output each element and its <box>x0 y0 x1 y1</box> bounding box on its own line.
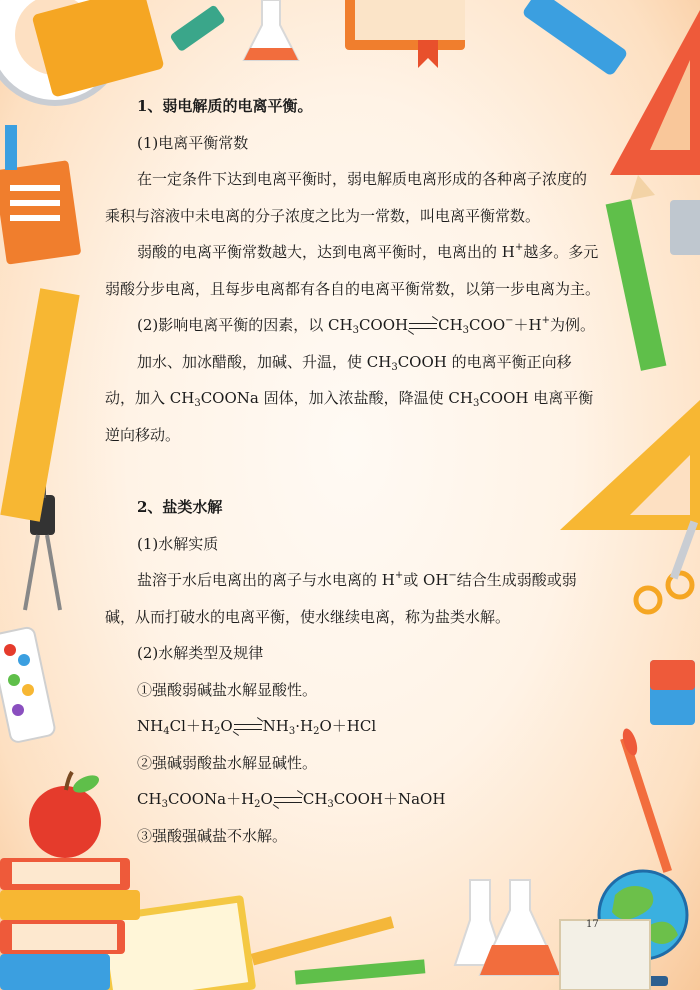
book-icon <box>345 0 465 68</box>
folder-icon <box>32 0 165 98</box>
section1-para1: 在一定条件下达到电离平衡时，弱电解质电离形成的各种离子浓度的乘积与溶液中未电离的分子浓度之比为一常数，叫电离平衡常数。 <box>105 170 588 225</box>
section1-heading: 1、弱电解质的电离平衡。 <box>137 97 313 115</box>
open-book-icon <box>560 920 650 990</box>
section2-heading: 2、盐类水解 <box>137 498 223 516</box>
equilibrium-arrow-icon <box>234 722 262 732</box>
rule2: ②强碱弱酸盐水解显碱性。 <box>137 753 318 772</box>
orange-notebook-icon <box>0 160 81 265</box>
section1-para2: 弱酸的电离平衡常数越大，达到电离平衡时，电离出的 H+越多。多元弱酸分步电离，且每步电离都有各自的电离平衡常数，以第一步电离为主。 <box>105 242 601 298</box>
paintbrush-icon <box>620 727 672 873</box>
apple-icon <box>29 772 102 858</box>
bottom-flasks-icon <box>455 880 560 975</box>
section1-sub1: (1)电离平衡常数 <box>137 133 249 152</box>
page-number: 17 <box>586 919 599 930</box>
blue-pencil-icon <box>5 125 17 170</box>
equation2: $CH_3COONa+H_2O$ $CH_3COOH+NaOH$ <box>137 790 446 810</box>
paint-palette-icon <box>0 626 56 743</box>
bottom-pencil-icon <box>251 916 425 984</box>
marker-icon <box>169 4 226 52</box>
document-body <box>105 88 600 854</box>
eraser-icon <box>650 660 695 725</box>
equation1: $NH_4Cl+H_2O$ $NH_3\cdot H_2O+HCl$ <box>137 717 377 737</box>
pencil-icon <box>606 175 667 371</box>
section1-para3: 加水、加冰醋酸，加碱、升温，使 $CH_3COOH$ 的电离平衡正向移动，加入 $CH_3COONa$ 固体，加入浓盐酸，降温使 $CH_3COOH$ 电离平衡逆向移动。 <box>105 352 594 444</box>
section1-sub2: (2)影响电离平衡的因素，以 $CH_3COOH$ $CH_3COO^-+H^+$为例。 <box>137 315 596 336</box>
ruler-icon <box>0 288 79 521</box>
rule1: ①强酸弱碱盐水解显酸性。 <box>137 680 318 699</box>
triangle-ruler-icon <box>610 10 700 175</box>
sharpener-icon <box>670 200 700 255</box>
blue-marker-icon <box>521 0 628 77</box>
flask-icon <box>244 0 298 60</box>
equilibrium-arrow-icon <box>409 321 437 331</box>
rule3: ③强酸强碱盐不水解。 <box>137 826 288 845</box>
section2-sub2: (2)水解类型及规律 <box>137 644 264 662</box>
scissors-icon <box>636 520 698 612</box>
section2-para1: 盐溶于水后电离出的离子与水电离的 H+或 OH−结合生成弱酸或弱碱，从而打破水的电离平衡，使水继续电离，称为盐类水解。 <box>105 570 577 626</box>
section2-sub1: (1)水解实质 <box>137 534 219 553</box>
equilibrium-arrow-icon <box>274 795 302 805</box>
